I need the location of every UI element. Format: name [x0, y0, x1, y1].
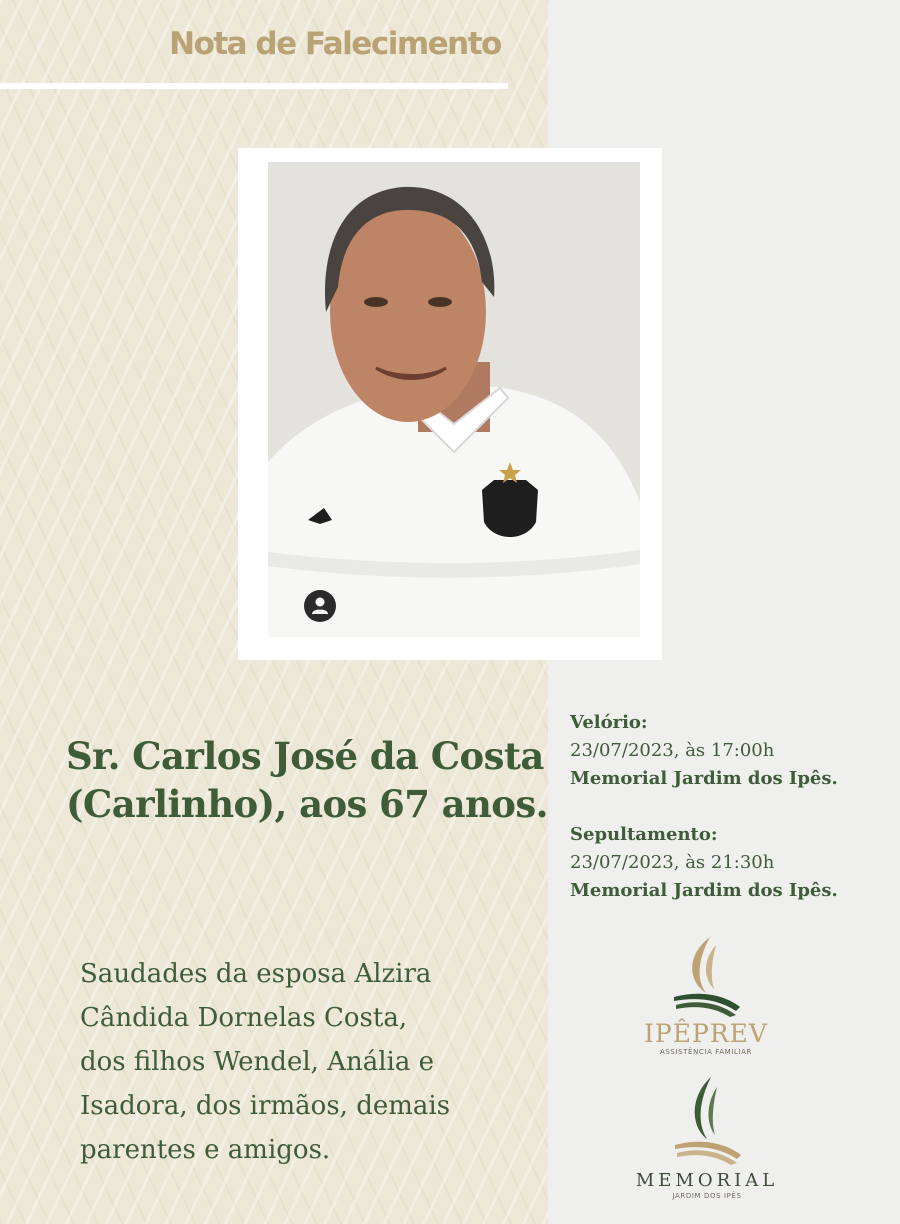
portrait-illustration — [268, 162, 640, 637]
deceased-name — [66, 732, 548, 828]
tribute-line: parentes e amigos. — [80, 1135, 331, 1165]
sepultamento-label: Sepultamento: — [570, 824, 718, 845]
tribute-line: Cândida Dornelas Costa, — [80, 1003, 408, 1033]
photo-frame — [238, 148, 662, 660]
title-divider — [0, 83, 508, 89]
sepultamento-location: Memorial Jardim dos Ipês. — [570, 880, 838, 901]
deceased-name-line-2: (Carlinho), aos 67 anos. — [66, 782, 548, 826]
ipeprev-flame-icon — [666, 935, 746, 1017]
memorial-subtitle: JARDIM DOS IPÊS — [672, 1192, 742, 1200]
ipeprev-logo — [640, 935, 772, 1057]
memorial-flame-icon — [667, 1075, 747, 1167]
person-icon[interactable] — [304, 590, 336, 622]
tribute-text — [80, 952, 520, 1172]
velorio-datetime: 23/07/2023, às 17:00h — [570, 740, 775, 761]
velorio-info — [570, 709, 890, 793]
page-title: Nota de Falecimento — [169, 26, 501, 62]
tribute-line: dos filhos Wendel, Anália e — [80, 1047, 434, 1077]
velorio-label: Velório: — [570, 712, 648, 733]
sepultamento-datetime: 23/07/2023, às 21:30h — [570, 852, 775, 873]
memorial-wordmark: MEMORIAL — [635, 1170, 779, 1191]
memorial-logo — [626, 1075, 788, 1201]
velorio-location: Memorial Jardim dos Ipês. — [570, 768, 838, 789]
ipeprev-subtitle: ASSISTÊNCIA FAMILIAR — [660, 1048, 752, 1056]
sepultamento-info — [570, 821, 890, 905]
deceased-name-line-1: Sr. Carlos José da Costa — [66, 734, 544, 778]
tribute-line: Saudades da esposa Alzira — [80, 959, 432, 989]
person-icon-glyph — [304, 590, 336, 622]
tribute-line: Isadora, dos irmãos, demais — [80, 1091, 451, 1121]
portrait-photo — [268, 162, 640, 637]
ipeprev-wordmark: IPÊPREV — [644, 1019, 768, 1048]
